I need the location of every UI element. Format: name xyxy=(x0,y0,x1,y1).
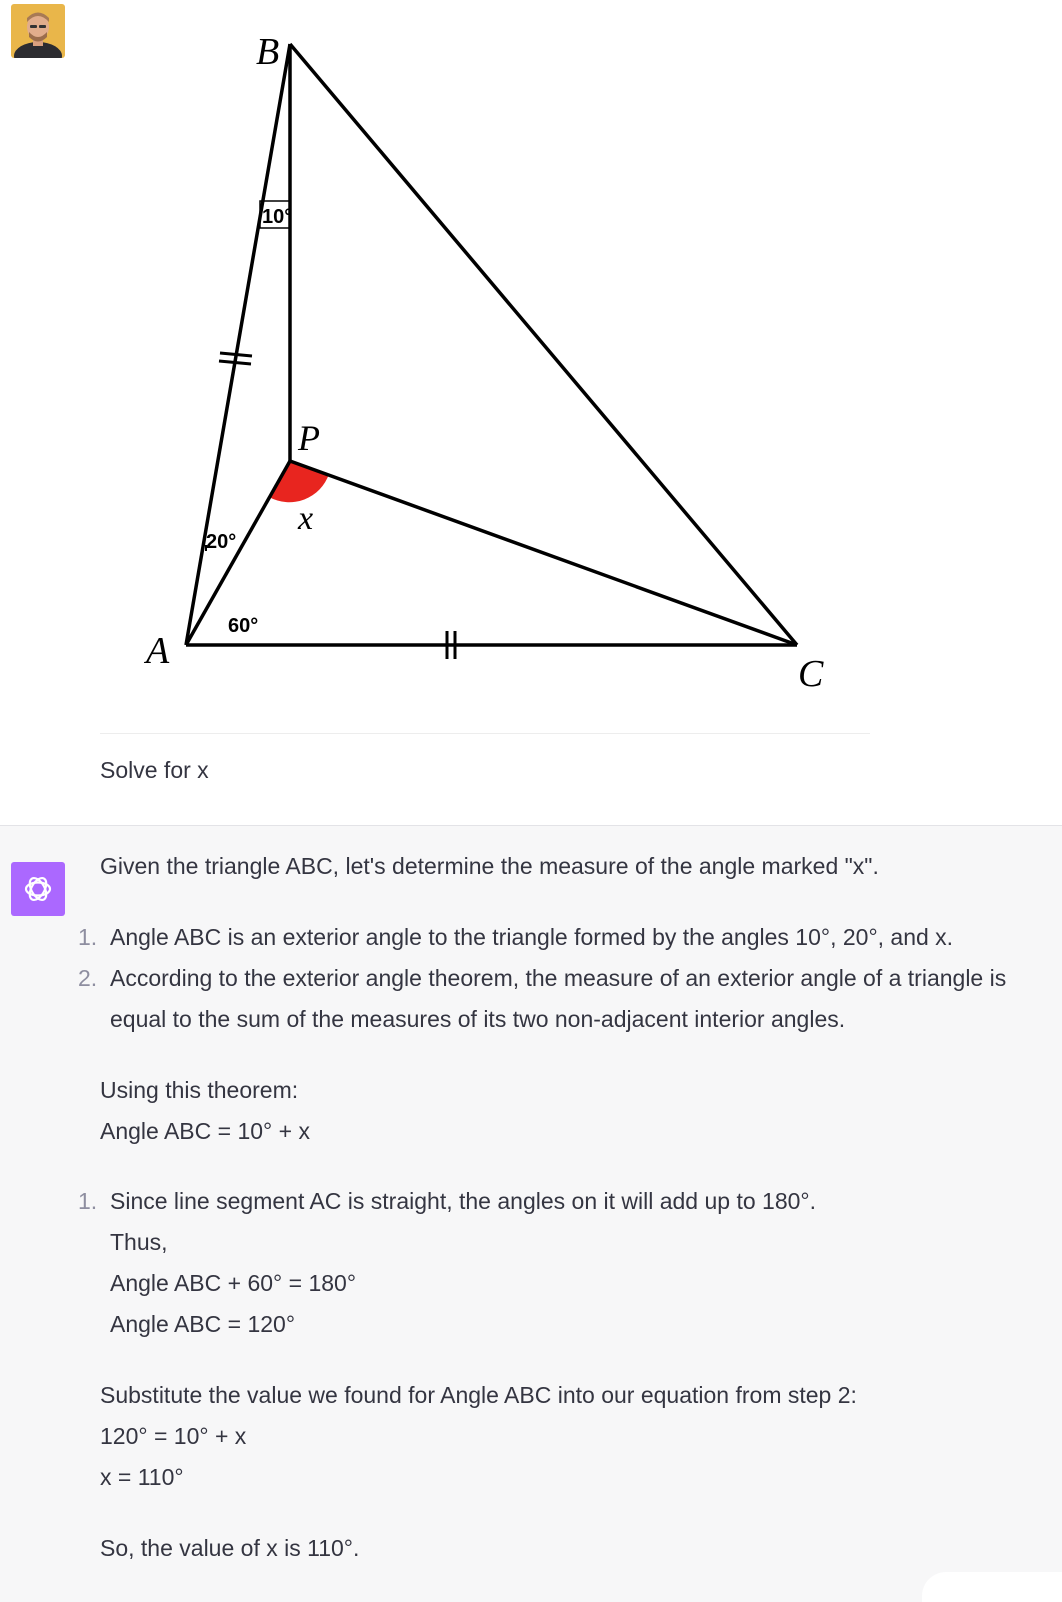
vertex-label-b: B xyxy=(256,31,280,73)
conclusion-text: So, the value of x is 110°. xyxy=(100,1535,360,1561)
list2-item1-number: 1. xyxy=(78,1188,98,1214)
user-prompt-text: Solve for x xyxy=(100,757,209,783)
angle-label-a-upper: 20° xyxy=(206,531,237,553)
list1-item2-number: 2. xyxy=(78,965,98,991)
angle-label-x: x xyxy=(298,500,314,537)
substitute-equation: 120° = 10° + x xyxy=(100,1423,247,1449)
substitute-intro: Substitute the value we found for Angle ABC into our equation from step 2: xyxy=(100,1382,857,1408)
substitute-result: x = 110° xyxy=(100,1464,184,1490)
vertex-label-c: C xyxy=(798,653,824,695)
list2-item1-line4: Angle ABC = 120° xyxy=(110,1311,296,1337)
assistant-message xyxy=(0,826,1062,1602)
assistant-avatar xyxy=(11,862,65,916)
user-avatar xyxy=(11,4,65,58)
list1-item2-text-line1: According to the exterior angle theorem, the measure of an exterior angle of a triangle is xyxy=(110,965,1007,991)
theorem-equation: Angle ABC = 10° + x xyxy=(100,1118,310,1144)
figure-divider xyxy=(100,733,870,734)
angle-label-a-lower: 60° xyxy=(228,615,259,637)
input-area-corner xyxy=(922,1572,1062,1602)
user-photo-avatar xyxy=(11,4,65,58)
intro-text: Given the triangle ABC, let's determine the measure of the angle marked "x". xyxy=(100,853,879,879)
vertex-label-p: P xyxy=(298,418,320,458)
list2-item1-line1: Since line segment AC is straight, the angles on it will add up to 180°. xyxy=(110,1188,816,1214)
list2-item1-line2: Thus, xyxy=(110,1229,168,1255)
triangle-figure xyxy=(100,20,870,735)
list1-item1-text: Angle ABC is an exterior angle to the triangle formed by the angles 10°, 20°, and x. xyxy=(110,924,954,950)
vertex-label-a: A xyxy=(146,630,170,672)
openai-logo-icon xyxy=(21,872,55,906)
list2-item1-line3: Angle ABC + 60° = 180° xyxy=(110,1270,357,1296)
angle-label-b: 10° xyxy=(262,206,293,228)
theorem-intro: Using this theorem: xyxy=(100,1077,299,1103)
list1-item1-number: 1. xyxy=(78,924,98,950)
list1-item2-text-line2: equal to the sum of the measures of its two non-adjacent interior angles. xyxy=(110,1006,846,1032)
